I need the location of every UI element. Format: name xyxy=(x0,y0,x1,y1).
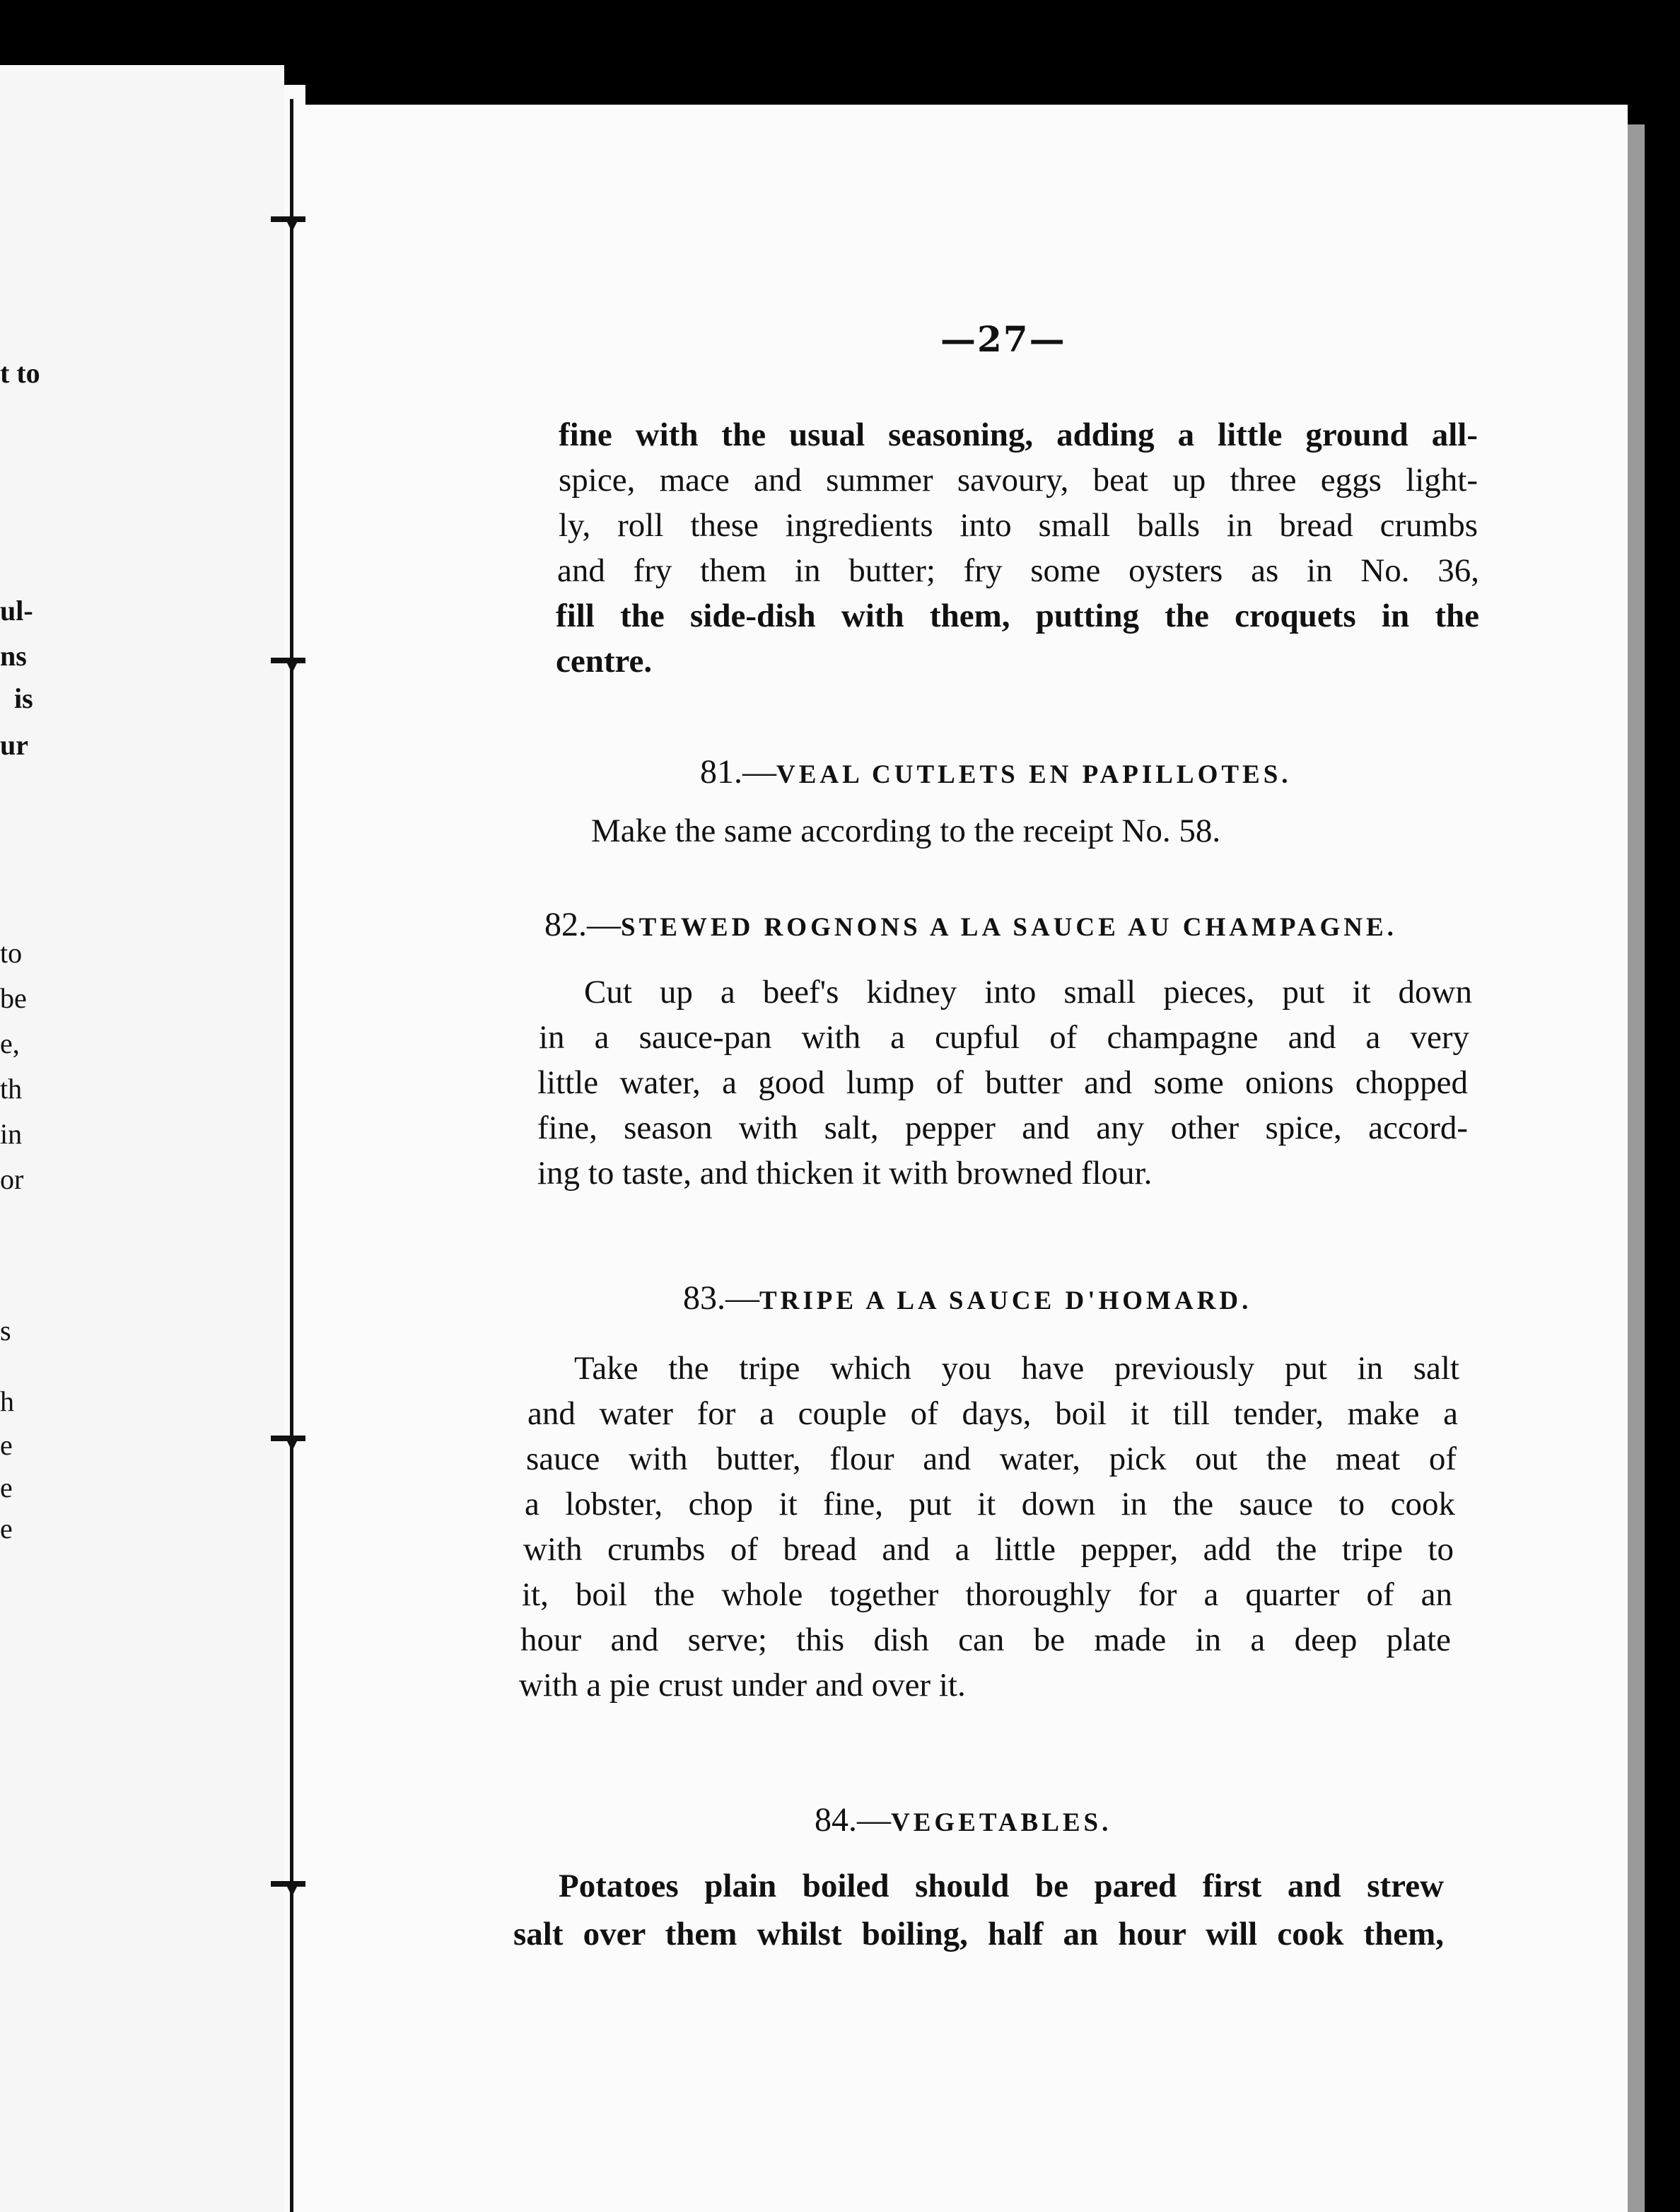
left-page-fragment: be xyxy=(0,982,27,1014)
paragraph-line: Make the same according to the receipt No. 58. xyxy=(591,813,1221,849)
paragraph-line: fine with the usual seasoning, adding a little ground all- xyxy=(559,417,1478,453)
paragraph-line: ing to taste, and thicken it with browned flour. xyxy=(537,1155,1153,1192)
paragraph-line: with a pie crust under and over it. xyxy=(519,1667,966,1704)
paragraph-line: little water, a good lump of butter and some onions chopped xyxy=(537,1064,1468,1101)
paragraph-line: fill the side-dish with them, putting the croquets in the xyxy=(556,598,1479,634)
paragraph-line: a lobster, chop it fine, put it down in the sauce to cook xyxy=(525,1486,1455,1523)
recipe-number: 81.— xyxy=(700,753,776,791)
recipe-number: 82.— xyxy=(544,906,621,943)
left-page-fragment: t to xyxy=(0,357,40,389)
paragraph-line: ly, roll these ingredients into small balls in bread crumbs xyxy=(559,507,1478,544)
left-page-fragment: ur xyxy=(0,729,28,761)
recipe-heading xyxy=(700,752,1292,791)
paragraph-line: sauce with butter, flour and water, pick out the meat of xyxy=(526,1440,1457,1477)
left-page-fragment: is xyxy=(14,682,33,714)
paragraph-line: Potatoes plain boiled should be pared first and strew xyxy=(559,1868,1444,1904)
left-page-fragment: e xyxy=(0,1429,13,1461)
recipe-heading xyxy=(683,1279,1252,1317)
left-page-fragment: or xyxy=(0,1163,24,1195)
left-page-fragment: ul- xyxy=(0,595,33,627)
left-page-fragment: th xyxy=(0,1073,23,1105)
left-page-fragment: e xyxy=(0,1472,13,1503)
paragraph-line: Take the tripe which you have previously put in salt xyxy=(574,1350,1459,1387)
paragraph-line: with crumbs of bread and a little pepper, add the tripe to xyxy=(523,1531,1454,1568)
paragraph-line: in a sauce-pan with a cupful of champagne and a very xyxy=(539,1019,1469,1056)
recipe-number: 84.— xyxy=(815,1801,891,1839)
recipe-title: VEAL CUTLETS EN PAPILLOTES. xyxy=(776,760,1292,789)
recipe-title: STEWED ROGNONS A LA SAUCE AU CHAMPAGNE. xyxy=(621,913,1397,942)
left-page-fragment: h xyxy=(0,1385,14,1417)
recipe-title: VEGETABLES. xyxy=(891,1808,1112,1837)
page-edge xyxy=(1628,124,1645,2212)
left-page-fragment: s xyxy=(0,1315,11,1346)
left-page-fragment: to xyxy=(0,937,23,969)
recipe-number: 83.— xyxy=(683,1279,759,1317)
paragraph-line: salt over them whilst boiling, half an hour will cook them, xyxy=(513,1916,1444,1952)
paragraph-line: and fry them in butter; fry some oysters as in No. 36, xyxy=(557,552,1479,589)
left-facing-page xyxy=(0,65,284,2212)
page-number: —27— xyxy=(940,318,1066,360)
left-page-fragment: ns xyxy=(0,640,27,672)
paragraph-line: Cut up a beef's kidney into small pieces, put it down xyxy=(584,974,1472,1011)
paragraph-line: hour and serve; this dish can be made in a deep plate xyxy=(520,1622,1451,1658)
left-page-fragment: e, xyxy=(0,1028,20,1059)
recipe-heading xyxy=(815,1800,1112,1839)
paragraph-line: spice, mace and summer savoury, beat up three eggs light- xyxy=(559,462,1478,499)
paragraph-line: it, boil the whole together thoroughly for a quarter of an xyxy=(522,1576,1452,1613)
left-page-fragment: e xyxy=(0,1513,13,1544)
paragraph-line: centre. xyxy=(556,643,653,680)
recipe-heading xyxy=(544,905,1397,944)
left-page-fragment: in xyxy=(0,1118,23,1150)
paragraph-line: fine, season with salt, pepper and any other spice, accord- xyxy=(537,1110,1468,1146)
paragraph-line: and water for a couple of days, boil it till tender, make a xyxy=(527,1395,1458,1432)
recipe-title: TRIPE A LA SAUCE D'HOMARD. xyxy=(759,1286,1252,1315)
